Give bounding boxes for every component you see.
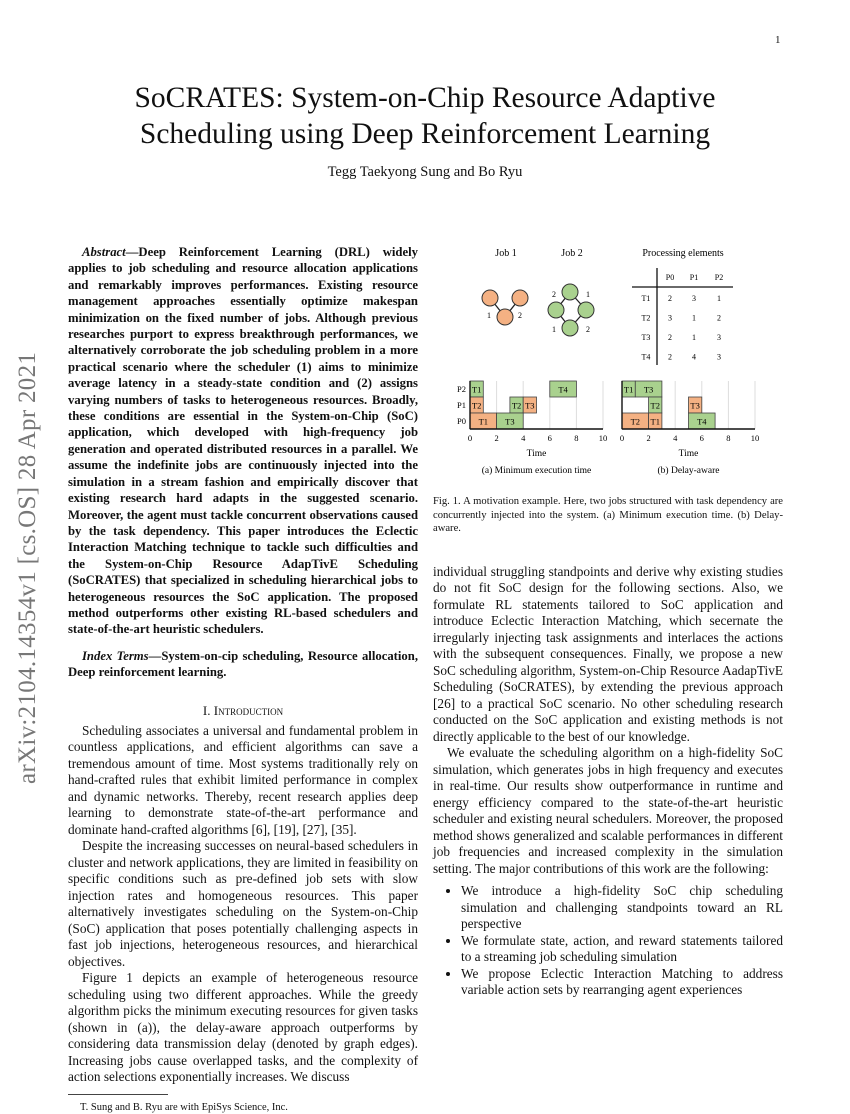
intro-column-left bbox=[68, 723, 418, 1086]
page-number: 1 bbox=[775, 34, 781, 46]
table-cell: 2 bbox=[668, 333, 672, 342]
gantt-bar-label: T3 bbox=[505, 416, 515, 427]
abstract-text: —Deep Reinforcement Learning (DRL) widely applies to job scheduling and resource allocation applications and remarkably improves performances. Existing resource management approaches essentially optimize makespan minimization on the fixed number of jobs. Although previous researches purport to express breakthrough performances, we alternatively corroborate the job scheduling problem in a more practical scenario where the scheduler (1) aims to minimize average latency in a steady-state condition and (2) assigns varying numbers of tasks to heterogeneous resources. Broadly, these conditions are essential in the System-on-Chip (SoC) application, which developed with high-frequency job generation and operated distributed resources in a parallel. We assume the indefinite jobs are continuously injected into the simulation in a stream fashion and empirically discover that existing research hard adapts in the suggested scenario. Moreover, the agent must tackle concurrent observations caused by the task dependency. This paper introduces the Eclectic Interaction Matching technique to tackle such difficulties and the System-on-Chip Resource AdapTivE Scheduling (SoCRATES) that specialized in scheduling hierarchical jobs to heterogeneous resources the SoC application. The proposed method outperforms other existing RL-based schedulers and state-of-the-art heuristic schedulers. bbox=[68, 245, 418, 637]
gantt-bar-label: T1 bbox=[478, 416, 489, 427]
list-item: • We formulate state, action, and reward statements tailored to a streaming job scheduling simulation bbox=[461, 933, 783, 966]
footnote: T. Sung and B. Ryu are with EpiSys Science, Inc. bbox=[80, 1101, 288, 1113]
task-node bbox=[562, 284, 578, 300]
table-cell: 3 bbox=[717, 333, 721, 342]
x-tick-label: 8 bbox=[726, 433, 731, 443]
chart-title: (b) Delay-aware bbox=[657, 466, 720, 476]
task-node bbox=[512, 290, 528, 306]
x-tick-label: 6 bbox=[699, 433, 704, 443]
left-column bbox=[68, 244, 418, 1114]
index-terms-label: Index Terms bbox=[82, 648, 149, 663]
list-item: • We propose Eclectic Interaction Matching to address variable action sets by rearranging agent experiences bbox=[461, 966, 783, 999]
edge-weight: 1 bbox=[586, 290, 590, 299]
table-row-header: T4 bbox=[641, 352, 651, 362]
footnote-rule bbox=[68, 1094, 168, 1095]
task-node bbox=[497, 309, 513, 325]
paragraph: individual struggling standpoints and derive why existing studies do not fit SoC design for the following sections. Also, we formulate RL statements tailored to SoC application and introduce Eclectic Interaction Matching, which secernate the irregularly injecting task assignments and interlaces the actions with the subsequent consequences. Finally, we propose a new SoC scheduling algorithm, System-on-Chip Resource AadapTivE Scheduling (SoCRATES), by extending the previous approach [26] to a practical SoC scenario. No other scheduling research conducted on the SoC application and existing methods is not directly applicable to the best of our knowledge. bbox=[433, 563, 783, 744]
gantt-bar-label: T3 bbox=[525, 400, 535, 411]
gantt-bar-label: T2 bbox=[471, 400, 482, 411]
table-row-header: T2 bbox=[641, 313, 651, 323]
table-col-header: P1 bbox=[689, 273, 699, 282]
x-tick-label: 8 bbox=[574, 433, 579, 443]
gantt-bar-label: T4 bbox=[558, 384, 568, 395]
list-item: • We introduce a high-fidelity SoC chip scheduling simulation and challenging standpoints toward an RL perspective bbox=[461, 883, 783, 933]
task-node bbox=[548, 302, 564, 318]
table-row-header: T1 bbox=[641, 294, 651, 303]
arxiv-stamp: arXiv:2104.14354v1 [cs.OS] 28 Apr 2021 bbox=[14, 351, 41, 784]
task-node bbox=[562, 320, 578, 336]
paragraph: Scheduling associates a universal and fundamental problem in countless applications, and efficient algorithms can save a tremendous amount of time. Most systems traditionally rely on hand-crafted rules that exhibit limited performance in complex and dynamic networks. Thereby, recent research applies deep learning to demonstrate state-of-the-art performance and dominate hand-crafted algorithms [6], [19], [27], [35]. bbox=[68, 722, 418, 837]
right-column bbox=[433, 240, 783, 999]
x-tick-label: 0 bbox=[619, 433, 625, 443]
x-tick-label: 6 bbox=[547, 433, 552, 443]
index-terms bbox=[68, 648, 418, 681]
figure-caption: Fig. 1. A motivation example. Here, two jobs structured with task dependency are concurrently injected into the system. (a) Minimum execution time. (b) Delay-aware. bbox=[433, 496, 783, 534]
table-cell: 3 bbox=[692, 294, 696, 303]
gantt-bar-label: T2 bbox=[511, 400, 522, 411]
x-tick-label: 2 bbox=[646, 433, 651, 443]
x-tick-label: 10 bbox=[750, 433, 760, 443]
job1-label: Job 1 bbox=[495, 248, 517, 259]
contributions-list bbox=[433, 883, 783, 999]
authors: Tegg Taekyong Sung and Bo Ryu bbox=[327, 164, 523, 180]
abstract-label: Abstract bbox=[82, 245, 126, 259]
paper-title bbox=[60, 80, 790, 152]
intro-column-right bbox=[433, 564, 783, 999]
gantt-bar-label: T2 bbox=[650, 400, 660, 411]
row-label: P1 bbox=[457, 400, 466, 410]
gantt-bar-label: T4 bbox=[697, 416, 707, 427]
edge-weight: 1 bbox=[552, 325, 556, 334]
edge-weight: 2 bbox=[518, 311, 522, 320]
task-node bbox=[578, 302, 594, 318]
title-line-1: SoCRATES: System-on-Chip Resource Adaptive bbox=[134, 82, 716, 114]
x-tick-label: 10 bbox=[598, 433, 608, 443]
chart-title: (a) Minimum execution time bbox=[481, 466, 592, 476]
table-col-header: P2 bbox=[714, 273, 724, 282]
gantt-bar-label: T1 bbox=[623, 384, 634, 395]
paragraph: Despite the increasing successes on neural-based schedulers in cluster and network applications, they are limited in feasibility on specific conditions such as pre-defined job sets with slow injection rates and homogeneous resources. This paper alternatively investigates scheduling on the System-on-Chip (SoC) application that poses potentially challenging aspects in fast job injections, heterogeneous resources, and hierarchical objectives. bbox=[68, 838, 418, 969]
task-node bbox=[482, 290, 498, 306]
section-heading: I. Introduction bbox=[202, 702, 284, 718]
paragraph: We evaluate the scheduling algorithm on a high-fidelity SoC simulation, which generates jobs in high frequency and executes in real-time. Our results show outperformance in runtime and energy efficiency compared to the state-of-the-art heuristic scheduler and existing neural schedulers. Moreover, the proposed method shows generalized and scalable performances in different job frequencies and increased complexity in the simulation setting. The major contributions of this work are the following: bbox=[433, 745, 783, 876]
table-row-header: T3 bbox=[641, 333, 651, 342]
gantt-bar-label: T3 bbox=[690, 400, 700, 411]
gantt-bar-label: T1 bbox=[650, 416, 660, 427]
gantt-bar-label: T2 bbox=[630, 416, 641, 427]
x-tick-label: 4 bbox=[521, 433, 526, 443]
table-cell: 1 bbox=[692, 333, 696, 342]
index-terms-text: —System-on-cip scheduling, Resource allocation, Deep reinforcement learning. bbox=[68, 648, 418, 680]
processing-elements-label: Processing elements bbox=[642, 248, 724, 259]
x-axis-title: Time bbox=[678, 449, 699, 459]
x-axis-title: Time bbox=[526, 449, 547, 459]
x-tick-label: 0 bbox=[467, 433, 473, 443]
table-cell: 1 bbox=[717, 294, 721, 303]
row-label: P0 bbox=[457, 416, 466, 426]
edge-weight: 1 bbox=[487, 311, 491, 320]
table-cell: 3 bbox=[717, 352, 721, 362]
table-col-header: P0 bbox=[665, 273, 675, 282]
table-cell: 4 bbox=[692, 352, 696, 362]
gantt-bar-label: T3 bbox=[643, 384, 654, 395]
gantt-bar-label: T1 bbox=[471, 384, 482, 395]
figure-1 bbox=[440, 240, 785, 485]
table-cell: 2 bbox=[717, 313, 721, 323]
table-cell: 3 bbox=[668, 313, 672, 323]
x-tick-label: 2 bbox=[494, 433, 499, 443]
abstract bbox=[68, 244, 418, 638]
paragraph: Figure 1 depicts an example of heterogeneous resource scheduling using two different approaches. While the greedy algorithm picks the minimum executing resources for given tasks (shown in (a)), the delay-aware approach outperforms by considering data transmission delay (denoted by graph edges). Increasing jobs cause overlapped tasks, and the complexity of action selections exponentially increases. We discuss bbox=[68, 970, 418, 1085]
row-label: P2 bbox=[457, 384, 466, 394]
job2-label: Job 2 bbox=[561, 248, 583, 259]
edge-weight: 2 bbox=[586, 325, 590, 334]
table-cell: 1 bbox=[692, 313, 696, 323]
table-cell: 2 bbox=[668, 352, 672, 362]
x-tick-label: 4 bbox=[673, 433, 678, 443]
title-line-2: Scheduling using Deep Reinforcement Learning bbox=[139, 118, 711, 150]
edge-weight: 2 bbox=[552, 290, 556, 299]
table-cell: 2 bbox=[668, 294, 672, 303]
